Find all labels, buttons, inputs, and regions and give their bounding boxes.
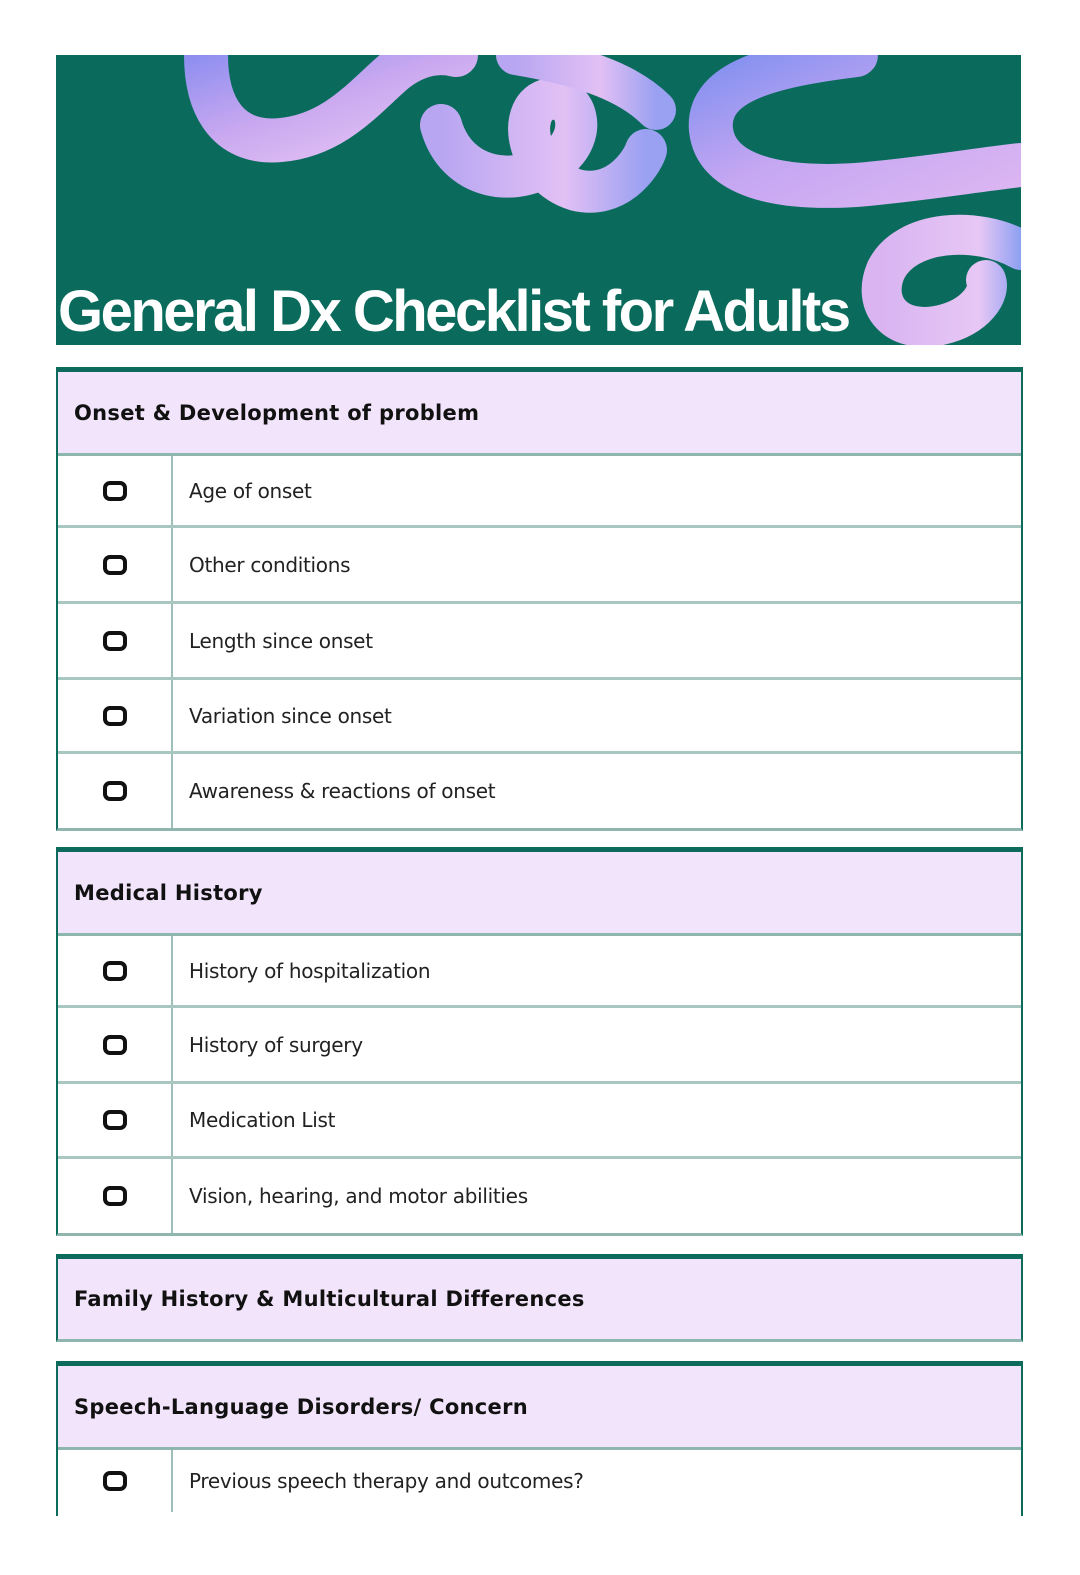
section-header: Onset & Development of problem — [58, 372, 1021, 456]
item-label: Awareness & reactions of onset — [189, 779, 496, 803]
checklist-row — [58, 1450, 1021, 1512]
section-header: Family History & Multicultural Differences — [58, 1259, 1021, 1339]
checkbox-cell — [58, 1159, 173, 1233]
checkbox[interactable] — [103, 1035, 127, 1055]
page-title: General Dx Checklist for Adults — [58, 279, 849, 344]
checklist-row — [58, 1084, 1021, 1159]
checkbox[interactable] — [103, 706, 127, 726]
header-banner — [56, 55, 1021, 345]
checkbox-cell — [58, 754, 173, 828]
item-label: Other conditions — [189, 552, 351, 577]
checkbox-cell — [58, 936, 173, 1005]
checkbox[interactable] — [103, 1186, 127, 1206]
checklist-row — [58, 680, 1021, 754]
checkbox[interactable] — [103, 631, 127, 651]
checkbox-cell — [58, 680, 173, 751]
section-medical-history — [56, 847, 1023, 1236]
checkbox[interactable] — [103, 481, 127, 501]
checklist-row — [58, 1008, 1021, 1084]
checklist-row — [58, 528, 1021, 604]
item-label: Age of onset — [189, 478, 312, 503]
checklist-row — [58, 456, 1021, 528]
checkbox[interactable] — [103, 1110, 127, 1130]
checkbox[interactable] — [103, 1471, 127, 1491]
checklist-row — [58, 1159, 1021, 1233]
checklist-row — [58, 754, 1021, 828]
section-family-history — [56, 1254, 1023, 1342]
checklist-row — [58, 936, 1021, 1008]
checkbox-cell — [58, 1084, 173, 1156]
section-onset-development — [56, 367, 1023, 831]
item-label: Variation since onset — [189, 703, 392, 728]
checklist-row — [58, 604, 1021, 680]
checkbox-cell — [58, 1450, 173, 1512]
checkbox[interactable] — [103, 555, 127, 575]
checkbox[interactable] — [103, 961, 127, 981]
checkbox-cell — [58, 604, 173, 677]
item-label: Vision, hearing, and motor abilities — [189, 1184, 528, 1208]
checkbox-cell — [58, 1008, 173, 1081]
item-label: Previous speech therapy and outcomes? — [189, 1469, 584, 1493]
item-label: History of hospitalization — [189, 958, 431, 983]
item-label: Length since onset — [189, 628, 373, 653]
item-label: History of surgery — [189, 1032, 363, 1057]
section-header: Speech-Language Disorders/ Concern — [58, 1366, 1021, 1450]
section-speech-language — [56, 1361, 1023, 1516]
checkbox[interactable] — [103, 781, 127, 801]
item-label: Medication List — [189, 1108, 336, 1132]
checkbox-cell — [58, 456, 173, 525]
checkbox-cell — [58, 528, 173, 601]
section-header: Medical History — [58, 852, 1021, 936]
